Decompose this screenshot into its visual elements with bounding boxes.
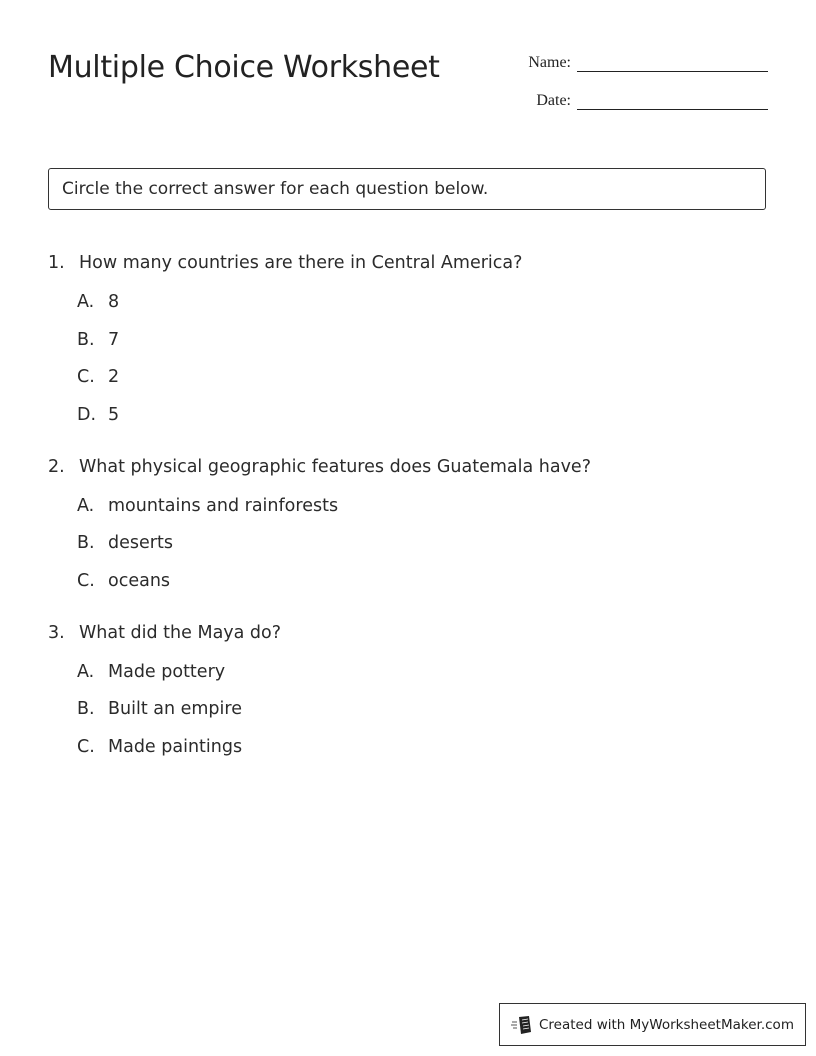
option-letter: B.: [77, 699, 95, 719]
question-text: What physical geographic features does Guatemala have?: [79, 456, 591, 477]
question-text: How many countries are there in Central America?: [79, 253, 523, 273]
option-text: mountains and rainforests: [108, 495, 339, 516]
option-text: oceans: [108, 570, 171, 591]
name-field: [528, 53, 768, 72]
option-2a[interactable]: [77, 493, 768, 519]
option-letter: A.: [77, 292, 95, 312]
option-3a[interactable]: [77, 659, 768, 685]
question-3: [48, 620, 768, 760]
date-field: [536, 91, 768, 110]
footer-credit[interactable]: [499, 1003, 806, 1046]
date-line: [577, 91, 768, 110]
option-text: 7: [108, 329, 120, 350]
option-text: 8: [108, 292, 120, 312]
option-letter: C.: [77, 367, 95, 387]
option-letter: B.: [77, 533, 95, 553]
question-text: What did the Maya do?: [79, 622, 282, 643]
question-list: [48, 250, 768, 786]
name-label: Name:: [528, 54, 571, 71]
question-number: 3.: [48, 622, 65, 643]
option-letter: B.: [77, 329, 95, 350]
question-number: 2.: [48, 456, 65, 477]
question-1: [48, 250, 768, 428]
question-2: [48, 454, 768, 594]
option-text: 2: [108, 367, 120, 387]
question-number: 1.: [48, 253, 65, 273]
option-letter: D.: [77, 404, 97, 425]
option-1d[interactable]: [77, 402, 768, 428]
name-line: [577, 53, 768, 72]
option-text: Built an empire: [108, 699, 242, 719]
option-text: Made paintings: [108, 736, 243, 757]
option-3c[interactable]: [77, 734, 768, 760]
option-text: Made pottery: [108, 661, 226, 682]
option-1a[interactable]: [77, 289, 768, 315]
option-letter: A.: [77, 495, 95, 516]
worksheet-logo-icon: [511, 1015, 533, 1035]
option-text: 5: [108, 404, 120, 425]
option-2c[interactable]: [77, 568, 768, 594]
option-letter: C.: [77, 736, 95, 757]
option-letter: A.: [77, 661, 95, 682]
instructions-box: Circle the correct answer for each question below.: [48, 168, 766, 210]
page-title: Multiple Choice Worksheet: [48, 50, 440, 85]
footer-text: Created with MyWorksheetMaker.com: [539, 1016, 794, 1033]
option-letter: C.: [77, 570, 95, 591]
option-3b[interactable]: [77, 696, 768, 722]
option-text: deserts: [108, 533, 173, 553]
option-1b[interactable]: [77, 327, 768, 353]
option-2b[interactable]: [77, 530, 768, 556]
option-1c[interactable]: [77, 364, 768, 390]
date-label: Date:: [536, 92, 571, 109]
